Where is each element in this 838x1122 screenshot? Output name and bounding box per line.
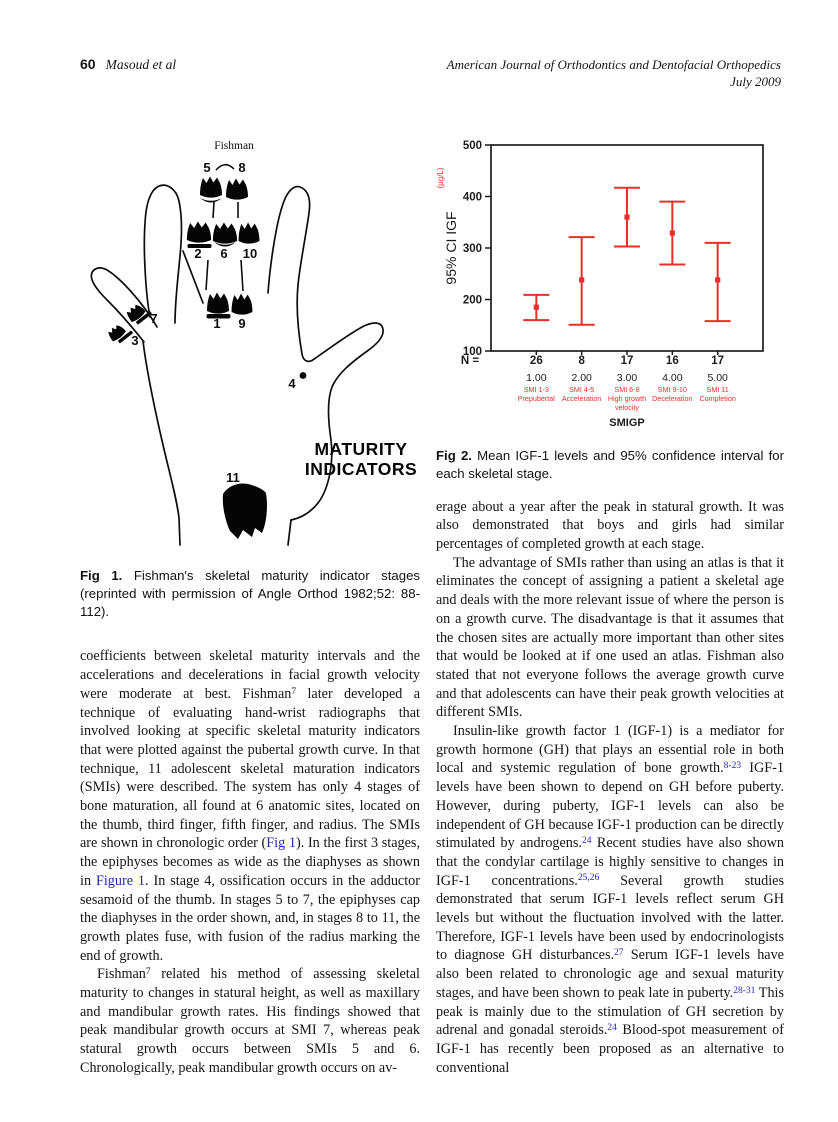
smi-label-1: 1: [213, 316, 221, 331]
paragraph: [436, 498, 784, 554]
text-run: The advantage of SMIs rather than using an atlas is that it eliminates the concept of assigning a patient a skeletal age and deals with the more relevant issue of where the person is on a growth curve. The disadvantage is that it assumes that the chosen sites are actually more important than other sites that would be looked at if one used an atlas. Fishman also stated that not everyone follows the average growth curve and that adolescents can have their peak growth velocities at different SMIs.: [436, 554, 784, 721]
y-axis-unit-label: (μg/L): [436, 167, 445, 189]
category-label: 5.00: [707, 372, 728, 384]
epiphysis-shape-10: [239, 223, 260, 244]
n-value: 16: [665, 355, 679, 367]
stage-label: SMI 11: [706, 385, 729, 394]
smi-label-2: 2: [194, 246, 202, 261]
category-label: 3.00: [616, 372, 638, 384]
epiphysis-shape-9: [232, 294, 253, 315]
stage-label: Deceleration: [652, 394, 693, 403]
category-label: 2.00: [571, 372, 592, 384]
text-run: Mean IGF-1 levels and 95% confidence interval for each skeletal stage.: [436, 448, 784, 481]
n-value: 26: [529, 355, 543, 367]
smi-label-5: 5: [203, 160, 211, 175]
smi-label-3: 3: [131, 333, 139, 348]
issue-date: July 2009: [730, 74, 781, 89]
fig1-title: Fishman: [214, 140, 254, 152]
y-tick-label: 400: [462, 191, 482, 204]
citation-link[interactable]: 27: [614, 948, 624, 959]
text-run: Recent studies have also shown that the condylar cartilage is highly sensitive to changes in IGF-1 concentrations.: [436, 835, 784, 889]
text-run: Fig 1.: [80, 568, 123, 583]
mean-marker: [579, 277, 584, 282]
journal-title: American Journal of Orthodontics and Dentofacial Orthopedics: [446, 57, 781, 72]
stage-label: Prepubertal: [517, 394, 555, 403]
paragraph: [436, 554, 784, 722]
stage-5-8-arc: [216, 165, 234, 170]
text-run: 7: [145, 967, 151, 978]
smi-label-11: 11: [226, 470, 240, 485]
two-column-body: [80, 124, 784, 1078]
page-header: [80, 56, 781, 90]
category-label: 1.00: [526, 372, 547, 384]
n-equals-label: N =: [460, 355, 480, 367]
mean-marker: [534, 305, 539, 310]
mean-marker: [715, 277, 720, 282]
right-column-text: [436, 498, 784, 1078]
paragraph: [436, 722, 784, 1077]
maturity-indicators-title: [305, 439, 417, 479]
smi-label-10: 10: [242, 246, 258, 261]
paragraph: [80, 647, 420, 965]
y-tick-label: 100: [462, 346, 482, 358]
y-tick-label: 500: [462, 140, 482, 152]
palm-left-edge: [143, 341, 180, 545]
figure-1-hand-diagram: [80, 124, 420, 561]
text-run: Fig 2.: [436, 448, 472, 463]
citation-link[interactable]: Fig 1: [266, 835, 296, 852]
text-run: Several growth studies demonstrated that serum IGF-1 levels reflect serum GH levels but without the fluctuation involved with the latter. Therefore, IGF-1 levels have been used by endocrinologists to diagnose GH disturbances.: [436, 872, 784, 964]
text-run: This peak is mainly due to the stimulation of GH secretion by adrenal and gonadal steroids.: [436, 984, 784, 1039]
text-run: related his method of assessing skeletal maturity to changes in statural height, as well as maxillary and mandibular growth rates. His findings showed that peak mandibular growth occurs at SMI 7, whereas peak statural growth occurs between SMIs 5 and 6. Chronologically, peak mandibular growth occurs on av-: [80, 966, 420, 1076]
n-value: 17: [620, 355, 634, 367]
page-number: 60: [80, 56, 96, 72]
stage-label: High growth: [607, 394, 647, 403]
epiphysis-shape-5: [200, 177, 222, 198]
hand-diagram-svg: [80, 124, 420, 556]
smi-label-7: 7: [150, 311, 158, 326]
text-run: erage about a year after the peak in statural growth. It was also demonstrated that boys and girls had similar percentages of completed growth at each stage.: [436, 498, 784, 552]
text-run: Fishman: [97, 966, 146, 983]
y-axis-title: 95% CI IGF: [443, 211, 459, 285]
y-tick-label: 300: [462, 243, 482, 255]
wrist-right-edge: [288, 520, 291, 545]
left-column: [80, 124, 420, 1078]
epiphysis-shape-1: [207, 293, 229, 314]
text-run: . In stage 4, ossification occurs in the adductor sesamoid of the thumb. In stages 5 to 7, the epiphyses cap the diaphyses in the order shown, and, in stages 8 to 11, the growth plates fuse, with fusion of the radius marking the end of growth.: [80, 872, 420, 964]
text-run: IGF-1 levels have been shown to depend on GH before puberty. However, during puberty, IGF-1 levels can also be independent of GH because IGF-1 production can be directly stimulated by androgens.: [436, 760, 784, 852]
radius-epiphysis-shape: [223, 483, 267, 539]
n-value: 8: [578, 355, 585, 367]
smi-label-6: 6: [220, 246, 228, 261]
text-run: Fishman's skeletal maturity indicator stages (reprinted with permission of Angle Orthod 1982;52: 88-112).: [80, 568, 420, 619]
figure-2-chart: [436, 126, 784, 435]
stage-label: Acceleration: [561, 394, 602, 403]
adductor-sesamoid-dot: [300, 372, 307, 379]
stage-label: SMI 4-5: [569, 385, 595, 394]
y-tick-label: 200: [462, 294, 482, 307]
text-run: Insulin-like growth factor 1 (IGF-1) is a mediator for growth hormone (GH) that plays an essential role in both local and systemic regulation of bone growth.: [436, 723, 784, 777]
stage-label: SMI 1-3: [523, 385, 549, 394]
text-run: later developed a technique of evaluating hand-wrist radiographs that involved looking at specific skeletal maturity indicators that were plotted against the pubertal growth curve. In that technique, 11 adolescent skeletal maturation indicators (SMIs) were described. The system has only 4 stages of bone maturation, all found at 6 anatomic sites, located on the thumb, third finger, fifth finger, and radius. The SMIs are shown in chronologic order (: [80, 685, 420, 852]
text-run: 7: [291, 686, 297, 697]
citation-link[interactable]: Figure 1: [95, 872, 146, 889]
n-value: 17: [711, 355, 725, 367]
stage-label: SMI 6-8: [614, 385, 640, 394]
right-column: [436, 124, 784, 1078]
epiphysis-shape-6: [213, 223, 237, 244]
citation-link[interactable]: 24: [607, 1023, 617, 1034]
figure-1-caption: [80, 567, 420, 620]
x-axis-title: SMIGP: [609, 417, 645, 429]
running-head-right: [447, 56, 781, 90]
citation-link[interactable]: 28-31: [733, 985, 756, 996]
category-label: 4.00: [662, 372, 683, 384]
smi-label-4: 4: [288, 376, 296, 391]
epiphysis-shape-2: [187, 222, 211, 243]
igf-chart-svg: [436, 126, 788, 430]
citation-link[interactable]: 8-23: [723, 761, 742, 772]
text-run: Blood-spot measurement of IGF-1 has recently been proposed as an alternative to conventional: [436, 1022, 784, 1076]
running-head-left: [80, 56, 176, 74]
left-column-text: [80, 647, 420, 1077]
citation-link[interactable]: 25,26: [577, 873, 600, 884]
epiphysis-cap-5: [200, 198, 222, 203]
mean-marker: [670, 230, 675, 235]
figure-2-caption: [436, 447, 784, 483]
maturity-word: MATURITY: [314, 439, 408, 459]
smi-label-9: 9: [238, 316, 246, 331]
indicators-word: INDICATORS: [304, 459, 418, 479]
stage-label: velocity: [615, 403, 639, 412]
citation-link[interactable]: 24: [581, 835, 592, 846]
epiphysis-shape-8: [226, 179, 248, 200]
text-run: ). In the first 3 stages, the epiphyses becomes as wide as the diaphyses as shown in: [80, 835, 421, 889]
mean-marker: [624, 215, 629, 220]
text-run: Serum IGF-1 levels have also been related to chronologic age and sexual maturity stages, and have been shown to peak late in puberty.: [436, 947, 784, 1001]
smi-label-8: 8: [238, 160, 246, 175]
paragraph: [80, 965, 420, 1077]
running-authors: Masoud et al: [105, 57, 177, 72]
stage-label: SMI 9-10: [657, 385, 687, 394]
text-run: coefficients between skeletal maturity intervals and the accelerations and decelerations in facial growth velocity were moderate at best. Fishman: [80, 648, 420, 702]
stage-label: Completion: [699, 394, 736, 403]
index-finger-outline: [144, 185, 181, 323]
